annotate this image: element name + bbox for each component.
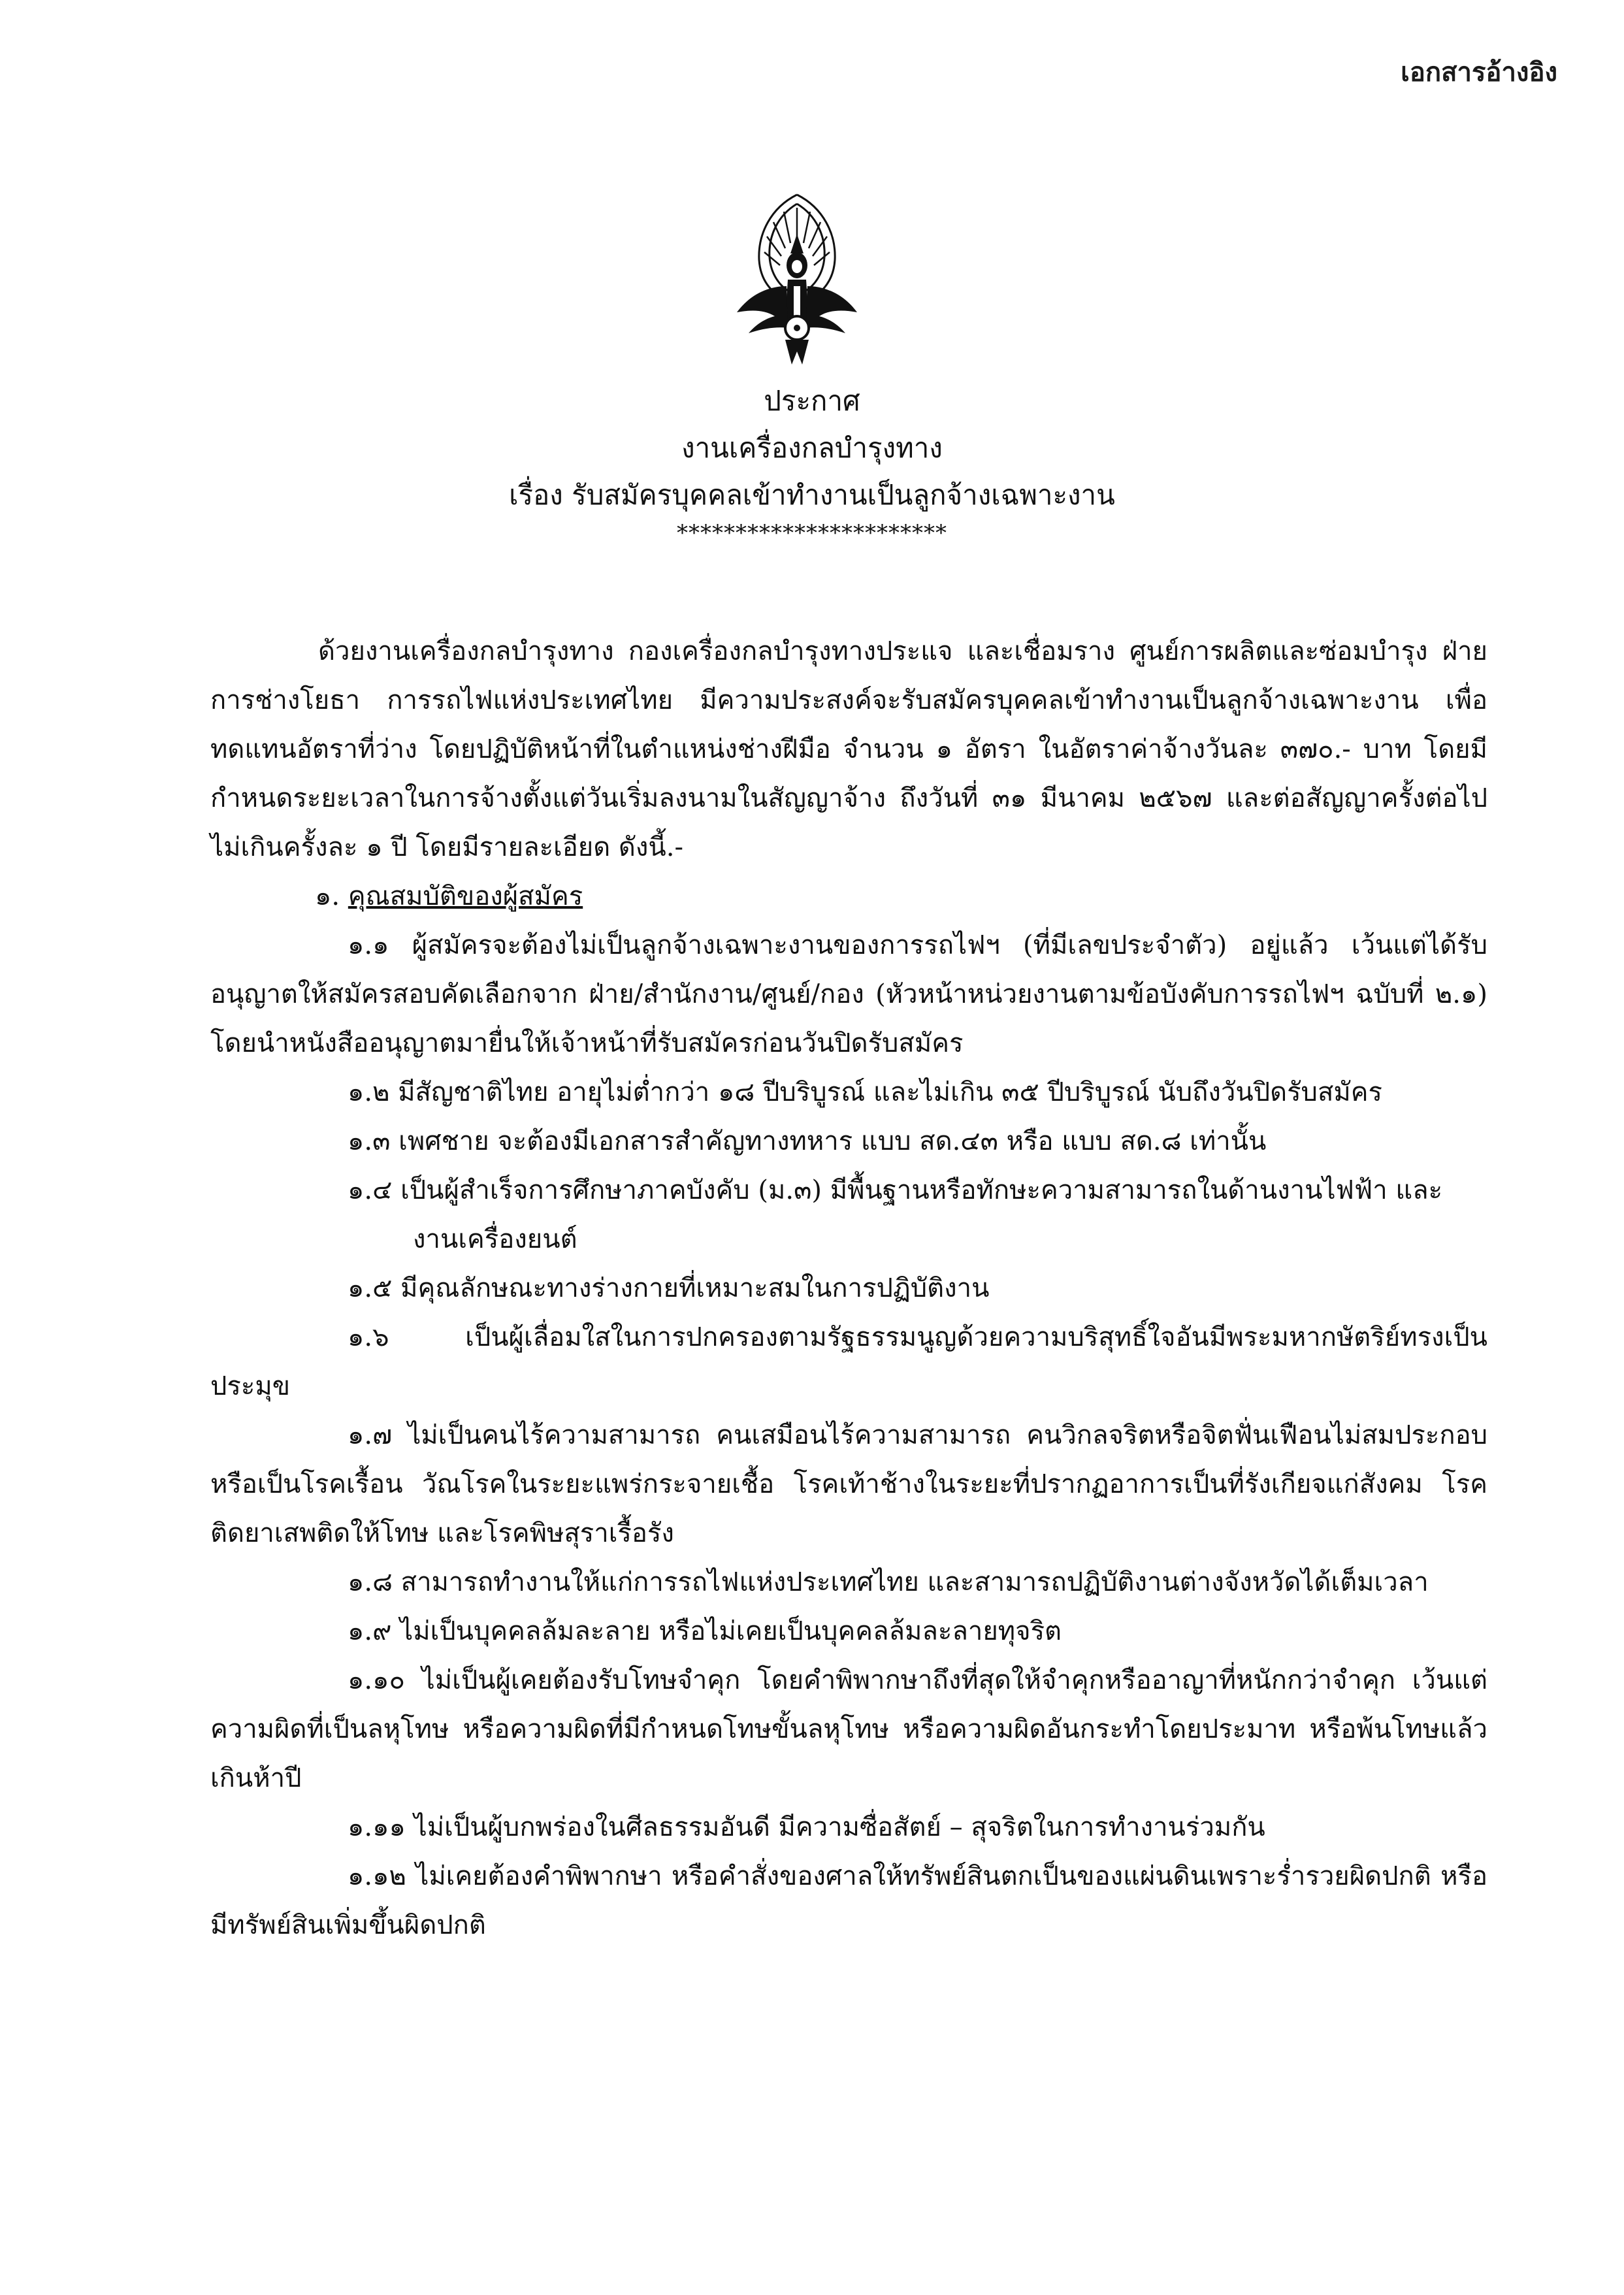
announcement-body: [210, 627, 1487, 1950]
reference-document-label: เอกสารอ้างอิง: [1401, 57, 1557, 88]
section-title: คุณสมบัติของผู้สมัคร: [348, 881, 583, 911]
qualification-item: ๑.๓ เพศชาย จะต้องมีเอกสารสำคัญทางทหาร แบบ สด.๔๓ หรือ แบบ สด.๘ เท่านั้น: [348, 1126, 1267, 1156]
announcement-subject: เรื่อง รับสมัครบุคคลเข้าทำงานเป็นลูกจ้างเฉพาะงาน: [509, 479, 1115, 511]
intro-paragraph: ด้วยงานเครื่องกลบำรุงทาง กองเครื่องกลบำรุงทางประแจ และเชื่อมราง ศูนย์การผลิตและซ่อมบำรุง ฝ่ายการช่างโยธา การรถไฟแห่งประเทศไทย มีความประสงค์จะรับสมัครบุคคลเข้าทำงานเป็นลูกจ้างเฉพาะงาน เพื่อทดแทนอัตราที่ว่าง โดยปฏิบัติหน้าที่ในตำแหน่งช่างฝีมือ จำนวน ๑ อัตรา ในอัตราค่าจ้างวันละ ๓๗๐.- บาท โดยมีกำหนดระยะเวลาในการจ้างตั้งแต่วันเริ่มลงนามในสัญญาจ้าง ถึงวันที่ ๓๑ มีนาคม ๒๕๖๗ และต่อสัญญาครั้งต่อไปไม่เกินครั้งละ ๑ ปี โดยมีรายละเอียด ดังนี้.-: [210, 636, 1487, 862]
announcement-title-block: [0, 378, 1624, 545]
qualification-item: ๑.๕ มีคุณลักษณะทางร่างกายที่เหมาะสมในการปฏิบัติงาน: [348, 1273, 990, 1303]
qualification-item: ๑.๑๒ ไม่เคยต้องคำพิพากษา หรือคำสั่งของศาลให้ทรัพย์สินตกเป็นของแผ่นดินเพราะร่ำรวยผิดปกติ หรือ มีทรัพย์สินเพิ่มขึ้นผิดปกติ: [210, 1861, 1487, 1940]
qualification-item: ๑.๗ ไม่เป็นคนไร้ความสามารถ คนเสมือนไร้ความสามารถ คนวิกลจริตหรือจิตฟั่นเฟือนไม่สมประกอบหรือเป็นโรคเรื้อน วัณโรคในระยะแพร่กระจายเชื้อ โรคเท้าช้างในระยะที่ปรากฏอาการเป็นที่รังเกียจแก่สังคม โรคติดยาเสพติดให้โทษ และโรคพิษสุราเรื้อรัง: [210, 1420, 1487, 1548]
qualification-item: ๑.๒ มีสัญชาติไทย อายุไม่ต่ำกว่า ๑๘ ปีบริบูรณ์ และไม่เกิน ๓๕ ปีบริบูรณ์ นับถึงวันปิดรับสมัคร: [348, 1077, 1382, 1107]
qualification-item: ๑.๘ สามารถทำงานให้แก่การรถไฟแห่งประเทศไทย และสามารถปฏิบัติงานต่างจังหวัดได้เต็มเวลา: [348, 1567, 1429, 1597]
section-number: ๑.: [315, 881, 340, 911]
qualification-item: ๑.๙ ไม่เป็นบุคคลล้มละลาย หรือไม่เคยเป็นบุคคลล้มละลายทุจริต: [348, 1616, 1062, 1646]
announcement-heading: ประกาศ: [764, 385, 860, 417]
qualification-item: ๑.๖ เป็นผู้เลื่อมใสในการปกครองตามรัฐธรรมนูญด้วยความบริสุทธิ์ใจอันมีพระมหากษัตริย์ทรงเป็นประมุข: [210, 1322, 1487, 1401]
qualification-item: ๑.๔ เป็นผู้สำเร็จการศึกษาภาคบังคับ (ม.๓) มีพื้นฐานหรือทักษะความสามารถในด้านงานไฟฟ้า และงานเครื่องยนต์: [348, 1175, 1443, 1254]
section-heading-qualifications: [210, 872, 1487, 921]
state-railway-emblem-icon: [732, 188, 862, 371]
title-divider: ***********************: [677, 520, 947, 546]
qualification-item: ๑.๑๑ ไม่เป็นผู้บกพร่องในศีลธรรมอันดี มีความซื่อสัตย์ – สุจริตในการทำงานร่วมกัน: [348, 1812, 1265, 1842]
issuing-department: งานเครื่องกลบำรุงทาง: [681, 432, 943, 464]
qualification-item: ๑.๑๐ ไม่เป็นผู้เคยต้องรับโทษจำคุก โดยคำพิพากษาถึงที่สุดให้จำคุกหรืออาญาที่หนักกว่าจำคุก เว้นแต่ความผิดที่เป็นลหุโทษ หรือความผิดที่มีกำหนดโทษขั้นลหุโทษ หรือความผิดอันกระทำโดยประมาท หรือพ้นโทษแล้วเกินห้าปี: [210, 1665, 1487, 1793]
qualification-item: ๑.๑ ผู้สมัครจะต้องไม่เป็นลูกจ้างเฉพาะงานของการรถไฟฯ (ที่มีเลขประจำตัว) อยู่แล้ว เว้นแต่ได้รับอนุญาตให้สมัครสอบคัดเลือกจาก ฝ่าย/สำนักงาน/ศูนย์/กอง (หัวหน้าหน่วยงานตามข้อบังคับการรถไฟฯ ฉบับที่ ๒.๑) โดยนำหนังสืออนุญาตมายื่นให้เจ้าหน้าที่รับสมัครก่อนวันปิดรับสมัคร: [210, 930, 1487, 1058]
